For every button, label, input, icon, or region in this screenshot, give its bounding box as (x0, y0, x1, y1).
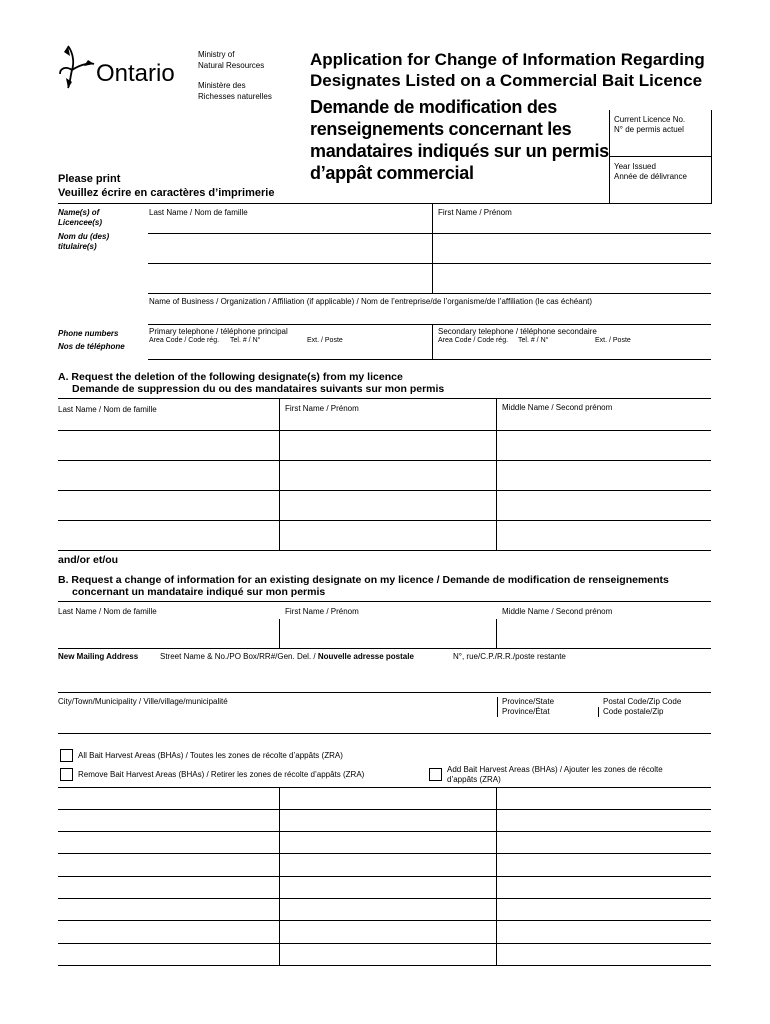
please-print-en: Please print (58, 173, 121, 185)
primary-phone-label: Primary telephone / téléphone principal (149, 327, 288, 336)
section-a-row[interactable] (58, 461, 711, 489)
street-input[interactable] (58, 664, 711, 690)
section-b-middle-name-label: Middle Name / Second prénom (502, 607, 613, 616)
add-bha-label-1: Add Bait Harvest Areas (BHAs) / Ajouter les zones de récolte (447, 765, 663, 774)
licensee-first-name-input-1[interactable] (436, 218, 708, 232)
remove-bha-label: Remove Bait Harvest Areas (BHAs) / Retirer les zones de récolte d’appâts (ZRA) (78, 770, 365, 779)
title-fr-2: renseignements concernant les (310, 119, 572, 139)
section-b-heading-2: concernant un mandataire indiqué sur mon permis (72, 586, 326, 598)
bha-row[interactable] (58, 944, 711, 964)
title-fr-1: Demande de modification des (310, 97, 557, 117)
all-bha-label: All Bait Harvest Areas (BHAs) / Toutes les zones de récolte d’appâts (ZRA) (78, 751, 343, 760)
licensee-first-name-input-2[interactable] (436, 236, 708, 262)
ontario-logo (58, 44, 178, 92)
ministry-fr-2: Richesses naturelles (198, 92, 272, 101)
primary-phone-input[interactable] (150, 346, 428, 358)
section-b-last-name-input[interactable] (58, 619, 277, 647)
licensee-last-name-input-1[interactable] (150, 218, 430, 232)
remove-bha-checkbox[interactable] (60, 768, 73, 781)
all-bha-checkbox[interactable] (60, 749, 73, 762)
licence-no-input[interactable] (612, 136, 708, 154)
and-or-label: and/or et/ou (58, 554, 119, 566)
bha-row[interactable] (58, 877, 711, 897)
phone-numbers-en: Phone numbers (58, 329, 119, 338)
year-issued-label-1: Year Issued (614, 162, 656, 171)
licensee-last-name-label: Last Name / Nom de famille (149, 208, 248, 217)
licensee-first-name-label: First Name / Prénom (438, 208, 512, 217)
title-fr-4: d’appât commercial (310, 163, 474, 183)
postal-label-1: Postal Code/Zip Code (603, 697, 682, 706)
province-label-2: Province/État (502, 707, 550, 716)
licence-no-label-1: Current Licence No. (614, 115, 686, 124)
bha-row[interactable] (58, 921, 711, 942)
licensee-names-en-1: Name(s) of (58, 208, 100, 217)
section-a-row[interactable] (58, 491, 711, 519)
primary-area-code-label: Area Code / Code rég. (149, 337, 220, 344)
year-issued-input[interactable] (612, 184, 708, 202)
postal-label-2: Code postale/Zip (603, 707, 664, 716)
title-en-1: Application for Change of Information Regarding (310, 50, 705, 69)
licensee-names-fr-2: titulaire(s) (58, 242, 97, 251)
bha-row[interactable] (58, 788, 711, 808)
street-label-en: Street Name & No./PO Box/RR#/Gen. Del. / (160, 652, 316, 661)
phone-numbers-fr: Nos de téléphone (58, 342, 125, 351)
ministry-en-1: Ministry of (198, 50, 235, 59)
please-print-fr: Veuillez écrire en caractères d’imprimerie (58, 187, 275, 199)
new-mailing-address-label: New Mailing Address (58, 652, 139, 661)
add-bha-checkbox[interactable] (429, 768, 442, 781)
province-input[interactable] (500, 719, 596, 731)
section-a-heading-2: Demande de suppression du ou des mandataires suivants sur mon permis (72, 383, 445, 395)
section-b-first-name-label: First Name / Prénom (285, 607, 359, 616)
section-a-first-name-label: First Name / Prénom (285, 404, 359, 413)
section-b-last-name-label: Last Name / Nom de famille (58, 607, 157, 616)
trillium-icon (58, 44, 98, 90)
section-a-last-name-label: Last Name / Nom de famille (58, 405, 157, 414)
secondary-phone-input[interactable] (436, 346, 708, 358)
licensee-last-name-input-2[interactable] (150, 236, 430, 262)
section-a-middle-name-label: Middle Name / Second prénom (502, 403, 613, 412)
secondary-ext-label: Ext. / Poste (595, 337, 631, 344)
licence-no-label-2: N° de permis actuel (614, 125, 684, 134)
title-en-2: Designates Listed on a Commercial Bait Licence (310, 71, 703, 90)
section-b-first-name-input[interactable] (282, 619, 494, 647)
ontario-wordmark: Ontario (96, 60, 175, 87)
street-label-fr: N°, rue/C.P./R.R./poste restante (453, 652, 566, 661)
section-a-row[interactable] (58, 431, 711, 459)
bha-row[interactable] (58, 854, 711, 875)
ministry-fr-1: Ministère des (198, 81, 246, 90)
city-label: City/Town/Municipality / Ville/village/municipalité (58, 697, 228, 706)
business-input[interactable] (150, 308, 708, 323)
secondary-tel-label: Tel. # / N° (518, 337, 549, 344)
street-label-fr-bold: Nouvelle adresse postale (317, 652, 414, 661)
section-a-row[interactable] (58, 521, 711, 549)
primary-tel-label: Tel. # / N° (230, 337, 261, 344)
title-fr-3: mandataires indiqués sur un permis (310, 141, 609, 161)
add-bha-label-2: d’appâts (ZRA) (447, 775, 501, 784)
section-b-middle-name-input[interactable] (499, 619, 710, 647)
section-b-heading-1: B. Request a change of information for an existing designate on my licence / Demande de modification de renseignements (58, 574, 669, 586)
business-label: Name of Business / Organization / Affiliation (if applicable) / Nom de l’entreprise/de l’organisme/de l’affiliation (le cas échéant) (149, 297, 593, 306)
secondary-area-code-label: Area Code / Code rég. (438, 337, 509, 344)
section-a-heading-1: A. Request the deletion of the following designate(s) from my licence (58, 371, 403, 383)
licensee-last-name-input-3[interactable] (150, 266, 430, 292)
bha-row[interactable] (58, 810, 711, 830)
postal-input[interactable] (602, 719, 710, 731)
year-issued-label-2: Année de délivrance (614, 172, 687, 181)
licensee-names-en-2: Licencee(s) (58, 218, 103, 227)
secondary-phone-label: Secondary telephone / téléphone secondaire (438, 327, 597, 336)
ministry-en-2: Natural Resources (198, 61, 265, 70)
bha-row[interactable] (58, 899, 711, 919)
licensee-names-fr-1: Nom du (des) (58, 232, 110, 241)
province-label-1: Province/State (502, 697, 555, 706)
primary-ext-label: Ext. / Poste (307, 337, 343, 344)
city-input[interactable] (58, 708, 494, 730)
licensee-first-name-input-3[interactable] (436, 266, 708, 292)
bha-row[interactable] (58, 832, 711, 852)
